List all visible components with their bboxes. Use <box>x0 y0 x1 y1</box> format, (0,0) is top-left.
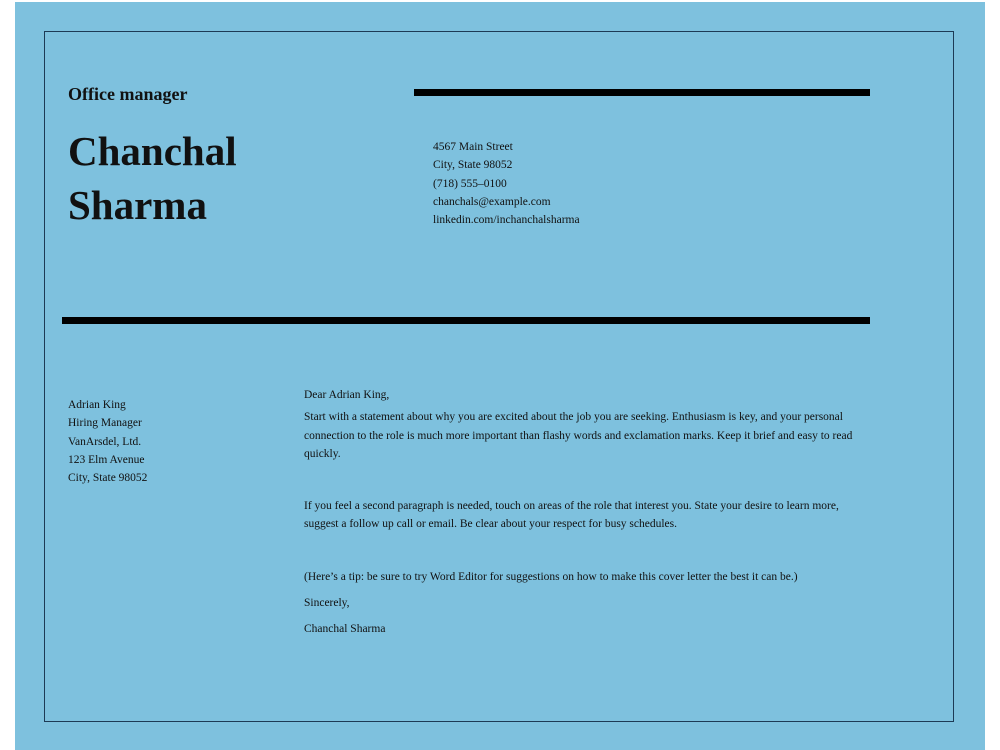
letter-closing: Sincerely, <box>304 597 350 610</box>
letter-tip: (Here’s a tip: be sure to try Word Editor for suggestions on how to make this cover letter the best it can be.) <box>304 570 798 583</box>
letter-body <box>304 386 864 639</box>
recipient-block <box>68 396 147 487</box>
letter-paragraph-1: Start with a statement about why you are excited about the job you are seeking. Enthusiasm is key, and your personal connection to the role is much more important than flashy words and exclamation marks. Keep it brief and easy to read quickly. <box>304 411 853 460</box>
section-divider-rule <box>62 317 870 324</box>
letter-salutation: Dear Adrian King, <box>304 389 390 401</box>
applicant-first-name: Chanchal <box>68 128 237 174</box>
contact-block <box>433 138 580 229</box>
applicant-last-name: Sharma <box>68 182 207 228</box>
contact-email: chanchals@example.com <box>433 195 551 208</box>
applicant-name <box>68 124 237 232</box>
letter-paragraph-2: If you feel a second paragraph is needed, touch on areas of the role that interest you. State your desire to learn more, suggest a follow up call or email. Be clear about your respect for busy schedules. <box>304 500 839 531</box>
contact-street: 4567 Main Street <box>433 141 513 153</box>
cover-letter-page <box>15 2 985 750</box>
contact-phone: (718) 555–0100 <box>433 177 507 190</box>
letter-signature: Chanchal Sharma <box>304 623 386 636</box>
job-title: Office manager <box>68 84 188 104</box>
contact-linkedin: linkedin.com/inchanchalsharma <box>433 214 580 227</box>
recipient-name: Adrian King <box>68 399 126 411</box>
recipient-company: VanArsdel, Ltd. <box>68 435 142 448</box>
recipient-title: Hiring Manager <box>68 417 142 430</box>
contact-city: City, State 98052 <box>433 159 513 172</box>
header-rule <box>414 89 870 96</box>
recipient-street: 123 Elm Avenue <box>68 453 145 466</box>
recipient-city: City, State 98052 <box>68 472 148 485</box>
